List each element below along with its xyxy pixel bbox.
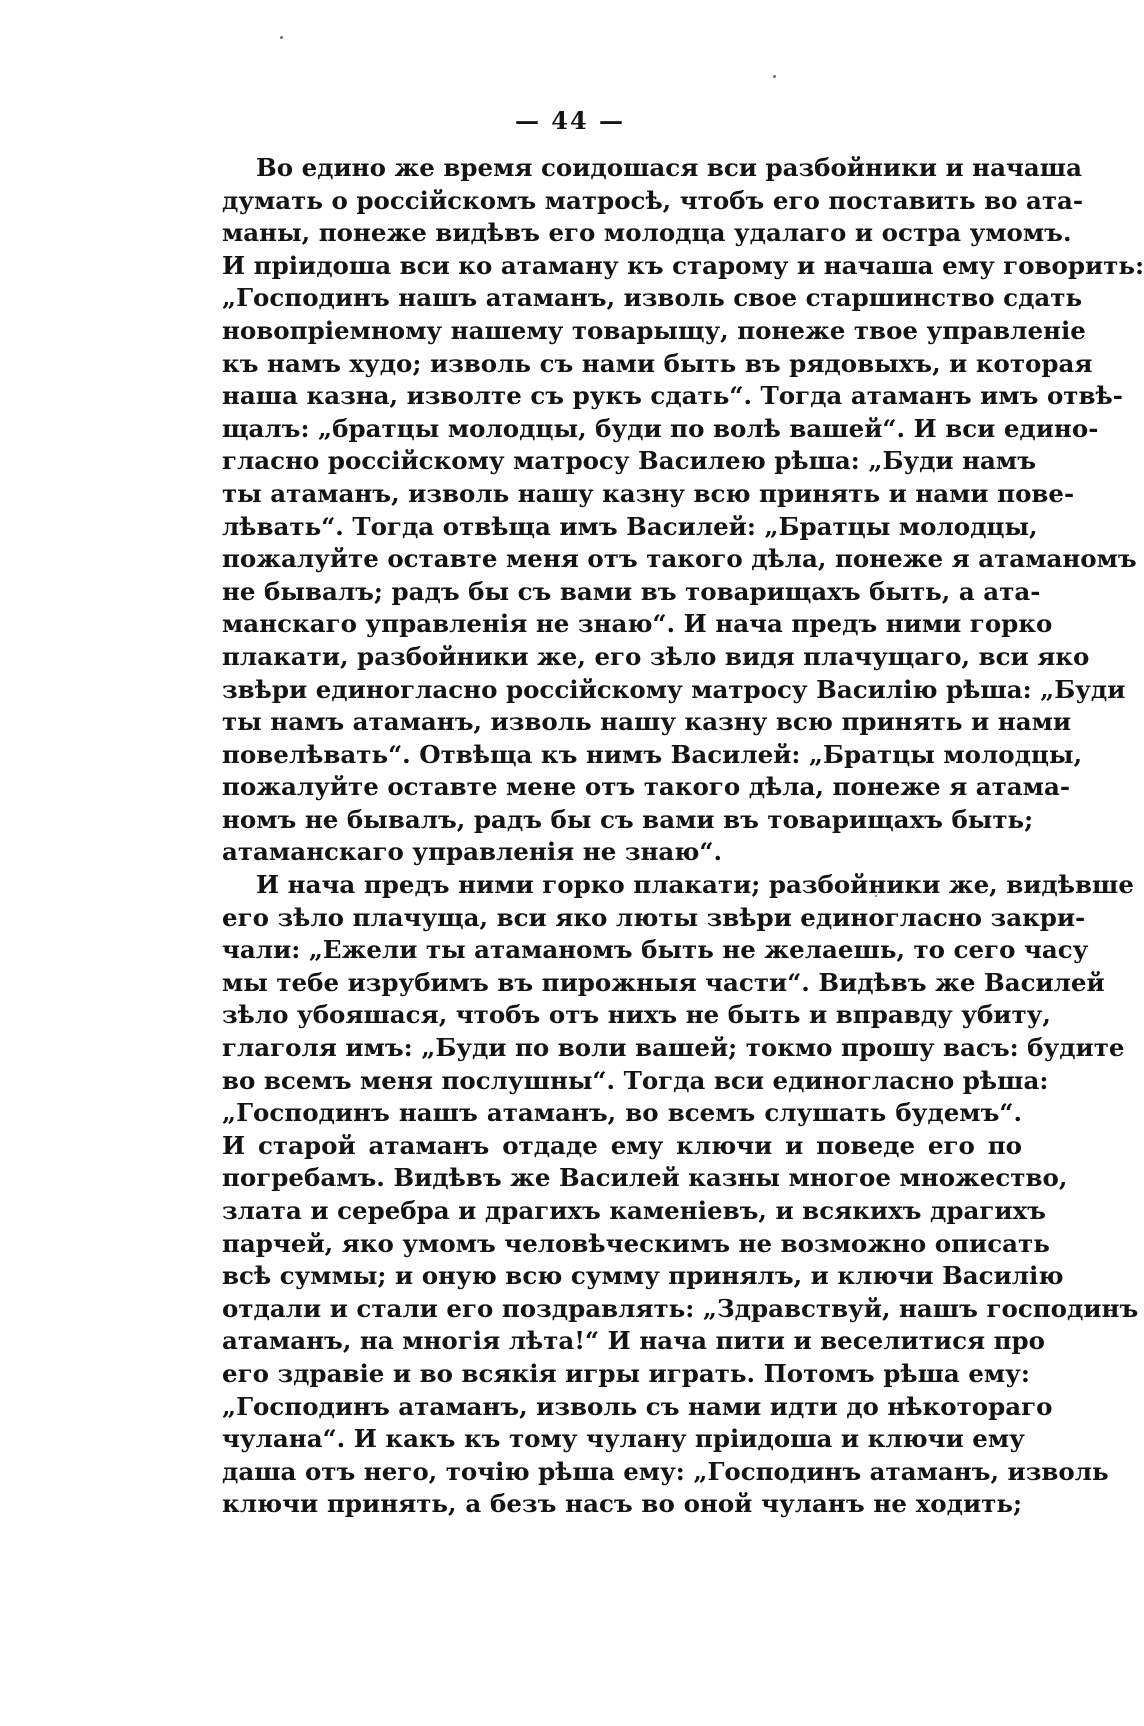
text-line: маны, понеже видѣвъ его молодца удалаго и остра умомъ.: [222, 218, 1072, 248]
text-line: во всемъ меня послушны“. Тогда вси единогласно рѣша:: [222, 1065, 1049, 1095]
scan-speck: [773, 75, 776, 78]
text-line: щалъ: „братцы молодцы, буди по волѣ вашей“. И вси едино-: [222, 413, 1099, 443]
text-line: его зѣло плачуща, вси яко люты звѣри единогласно закри-: [222, 902, 1086, 932]
text-line: къ намъ худо; изволь съ нами быть въ рядовыхъ, и которая: [222, 348, 1093, 378]
text-line: манскаго управленія не знаю“. И нача предъ ними горко: [222, 609, 1053, 639]
text-line: новопріемному нашему товарыщу, понеже твое управленіе: [222, 315, 1086, 345]
scan-speck: [280, 36, 283, 39]
text-line: отдали и стали его поздравлять: „Здравствуй, нашъ господинъ: [222, 1293, 1139, 1323]
text-line: И старой атаманъ отдаде ему ключи и поведе его по: [222, 1130, 1022, 1160]
text-line: звѣри единогласно россійскому матросу Василію рѣша: „Буди: [222, 674, 1126, 704]
text-line: мы тебе изрубимъ въ пирожныя части“. Видѣвъ же Василей: [222, 967, 1105, 997]
text-line: ты намъ атаманъ, изволь нашу казну всю принять и нами: [222, 707, 1072, 737]
text-line: всѣ суммы; и оную всю сумму принялъ, и ключи Василію: [222, 1261, 1064, 1291]
text-line: И нача предъ ними горко плакати; разбойники же, видѣвше: [256, 870, 1134, 900]
text-line: Во едино же время соидошася вси разбойники и начаша: [256, 153, 1082, 182]
text-line: глаголя имъ: „Буди по воли вашей; токмо прошу васъ: будите: [222, 1033, 1125, 1063]
text-line: ты атаманъ, изволь нашу казну всю принять и нами пове-: [222, 478, 1075, 508]
text-line: гласно россійскому матросу Василею рѣша: „Буди намъ: [222, 446, 1037, 476]
text-line: его здравіе и во всякія игры играть. Потомъ рѣша ему:: [222, 1358, 1030, 1388]
text-line: номъ не бывалъ, радъ бы съ вами въ товарищахъ быть;: [222, 804, 1034, 834]
body-text: [222, 152, 1144, 1521]
text-line: парчей, яко умомъ человѣческимъ не возможно описать: [222, 1228, 1050, 1258]
page-number: — 44 —: [514, 106, 626, 135]
text-line: даша отъ него, точію рѣша ему: „Господинъ атаманъ, изволь: [222, 1456, 1109, 1486]
text-line: наша казна, изволте съ рукъ сдать“. Тогда атаманъ имъ отвѣ-: [222, 381, 1123, 411]
text-line: плакати, разбойники же, его зѣло видя плачущаго, вси яко: [222, 641, 1090, 671]
text-line: „Господинъ нашъ атаманъ, во всемъ слушать будемъ“.: [222, 1098, 1022, 1128]
text-line: пожалуйте оставте мене отъ такого дѣла, понеже я атама-: [222, 772, 1070, 802]
text-line: зѣло убояшася, чтобъ отъ нихъ не быть и вправду убиту,: [222, 1000, 1051, 1030]
text-line: ключи принять, а безъ насъ во оной чуланъ не ходить;: [222, 1489, 1022, 1519]
text-line: „Господинъ атаманъ, изволь съ нами идти до нѣкотораго: [222, 1391, 1053, 1421]
text-line: думать о россійскомъ матросѣ, чтобъ его поставить во ата-: [222, 185, 1084, 215]
text-line: атаманъ, на многія лѣта!“ И нача пити и веселитися про: [222, 1326, 1046, 1356]
text-line: злата и серебра и драгихъ каменіевъ, и всякихъ драгихъ: [222, 1196, 1046, 1225]
text-line: погребамъ. Видѣвъ же Василей казны многое множество,: [222, 1163, 1068, 1193]
text-line: повелѣвать“. Отвѣща къ нимъ Василей: „Братцы молодцы,: [222, 739, 1083, 769]
text-line: „Господинъ нашъ атаманъ, изволь свое старшинство сдать: [222, 283, 1083, 313]
text-line: И пріидоша вси ко атаману къ старому и начаша ему говорить:: [222, 250, 1144, 280]
text-line: пожалуйте оставте меня отъ такого дѣла, понеже я атаманомъ: [222, 544, 1137, 574]
text-line: лѣвать“. Тогда отвѣща имъ Василей: „Братцы молодцы,: [222, 511, 1038, 541]
text-line: атаманскаго управленія не знаю“.: [222, 837, 723, 867]
text-line: чулана“. И какъ къ тому чулану пріидоша и ключи ему: [222, 1424, 1025, 1454]
text-line: не бывалъ; радъ бы съ вами въ товарищахъ быть, а ата-: [222, 576, 1041, 606]
text-line: чали: „Ежели ты атаманомъ быть не желаешь, то сего часу: [222, 935, 1089, 965]
